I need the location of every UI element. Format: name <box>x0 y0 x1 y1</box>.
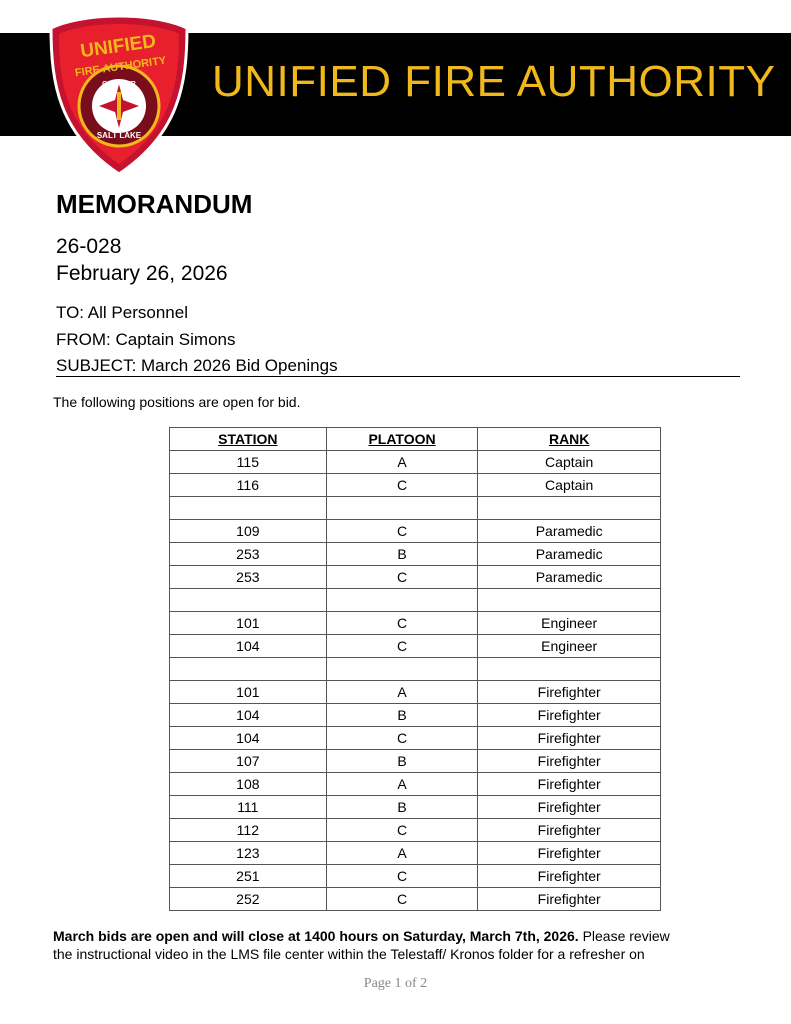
logo-top-text: UNIFIED <box>79 30 158 63</box>
logo-mid-text: FIRE AUTHORITY <box>74 54 167 80</box>
cell-platoon: C <box>326 727 478 750</box>
cell-rank: Firefighter <box>478 865 661 888</box>
cell-station: 109 <box>170 520 327 543</box>
cell-platoon: C <box>326 865 478 888</box>
cell-rank: Firefighter <box>478 888 661 911</box>
cell-rank: Captain <box>478 474 661 497</box>
header-rank: RANK <box>478 428 661 451</box>
cell-rank: Engineer <box>478 612 661 635</box>
table-row <box>170 612 661 635</box>
table-row <box>170 842 661 865</box>
cell-rank: Paramedic <box>478 543 661 566</box>
memo-subject: SUBJECT: March 2026 Bid Openings <box>56 356 338 375</box>
cell-rank: Firefighter <box>478 819 661 842</box>
cell-station: 104 <box>170 704 327 727</box>
cell-rank <box>478 497 661 520</box>
cell-platoon: B <box>326 796 478 819</box>
table-row <box>170 865 661 888</box>
header-divider <box>56 376 740 377</box>
memo-title: MEMORANDUM <box>56 189 253 219</box>
cell-rank: Paramedic <box>478 566 661 589</box>
cell-rank: Firefighter <box>478 842 661 865</box>
table-row <box>170 635 661 658</box>
logo-arc-text: GREATER <box>102 81 136 88</box>
closing-paragraph <box>53 927 753 963</box>
cell-platoon: C <box>326 819 478 842</box>
cell-rank: Captain <box>478 451 661 474</box>
cell-station: 104 <box>170 635 327 658</box>
table-row <box>170 566 661 589</box>
table-row <box>170 750 661 773</box>
cell-platoon: C <box>326 635 478 658</box>
cell-platoon: A <box>326 842 478 865</box>
table-row <box>170 658 661 681</box>
cell-station <box>170 497 327 520</box>
cell-rank: Paramedic <box>478 520 661 543</box>
header-platoon: PLATOON <box>326 428 478 451</box>
memo-from: FROM: Captain Simons <box>56 330 236 349</box>
table-row <box>170 681 661 704</box>
ufa-logo-badge <box>47 14 191 176</box>
cell-platoon: C <box>326 474 478 497</box>
cell-rank <box>478 658 661 681</box>
table-row <box>170 888 661 911</box>
cell-station: 108 <box>170 773 327 796</box>
cell-station <box>170 589 327 612</box>
cell-platoon: C <box>326 612 478 635</box>
memo-to: TO: All Personnel <box>56 303 188 322</box>
cell-platoon: A <box>326 773 478 796</box>
cell-rank: Engineer <box>478 635 661 658</box>
cell-station: 251 <box>170 865 327 888</box>
table-row <box>170 474 661 497</box>
table-row <box>170 543 661 566</box>
cell-station: 252 <box>170 888 327 911</box>
cell-platoon: C <box>326 566 478 589</box>
page-number: Page 1 of 2 <box>363 976 428 991</box>
header-station: STATION <box>170 428 327 451</box>
closing-text-1: Please review <box>578 928 670 944</box>
cell-rank: Firefighter <box>478 704 661 727</box>
intro-text: The following positions are open for bid. <box>53 394 301 410</box>
cell-rank: Firefighter <box>478 796 661 819</box>
cell-station: 111 <box>170 796 327 819</box>
table-row <box>170 497 661 520</box>
cell-platoon <box>326 658 478 681</box>
cell-platoon <box>326 497 478 520</box>
cell-station <box>170 658 327 681</box>
memo-number: 26-028 <box>56 235 122 258</box>
table-row <box>170 796 661 819</box>
cell-rank: Firefighter <box>478 681 661 704</box>
cell-rank: Firefighter <box>478 727 661 750</box>
table-row <box>170 451 661 474</box>
closing-bold-text: March bids are open and will close at 1400 hours on Saturday, March 7th, 2026. <box>53 928 579 944</box>
table-row <box>170 727 661 750</box>
table-row <box>170 819 661 842</box>
cell-rank <box>478 589 661 612</box>
cell-platoon: B <box>326 750 478 773</box>
cell-platoon: C <box>326 520 478 543</box>
cell-platoon: B <box>326 704 478 727</box>
table-row <box>170 704 661 727</box>
cell-station: 101 <box>170 681 327 704</box>
cell-platoon: A <box>326 681 478 704</box>
cell-platoon <box>326 589 478 612</box>
cell-station: 116 <box>170 474 327 497</box>
table-row <box>170 589 661 612</box>
cell-rank: Firefighter <box>478 773 661 796</box>
cell-station: 104 <box>170 727 327 750</box>
table-header-row <box>170 428 661 451</box>
cell-platoon: C <box>326 888 478 911</box>
cell-station: 253 <box>170 543 327 566</box>
cell-station: 101 <box>170 612 327 635</box>
cell-station: 115 <box>170 451 327 474</box>
cell-station: 123 <box>170 842 327 865</box>
bid-openings-table <box>169 427 661 911</box>
cell-platoon: A <box>326 451 478 474</box>
banner-title: UNIFIED FIRE AUTHORITY <box>212 57 776 106</box>
cell-station: 112 <box>170 819 327 842</box>
cell-platoon: B <box>326 543 478 566</box>
logo-bottom-text: SALT LAKE <box>96 131 142 140</box>
table-row <box>170 773 661 796</box>
table-row <box>170 520 661 543</box>
cell-station: 253 <box>170 566 327 589</box>
cell-rank: Firefighter <box>478 750 661 773</box>
closing-text-2: the instructional video in the LMS file center within the Telestaff/ Kronos folder for a refresher on <box>53 946 645 962</box>
cell-station: 107 <box>170 750 327 773</box>
memo-date: February 26, 2026 <box>56 262 228 285</box>
